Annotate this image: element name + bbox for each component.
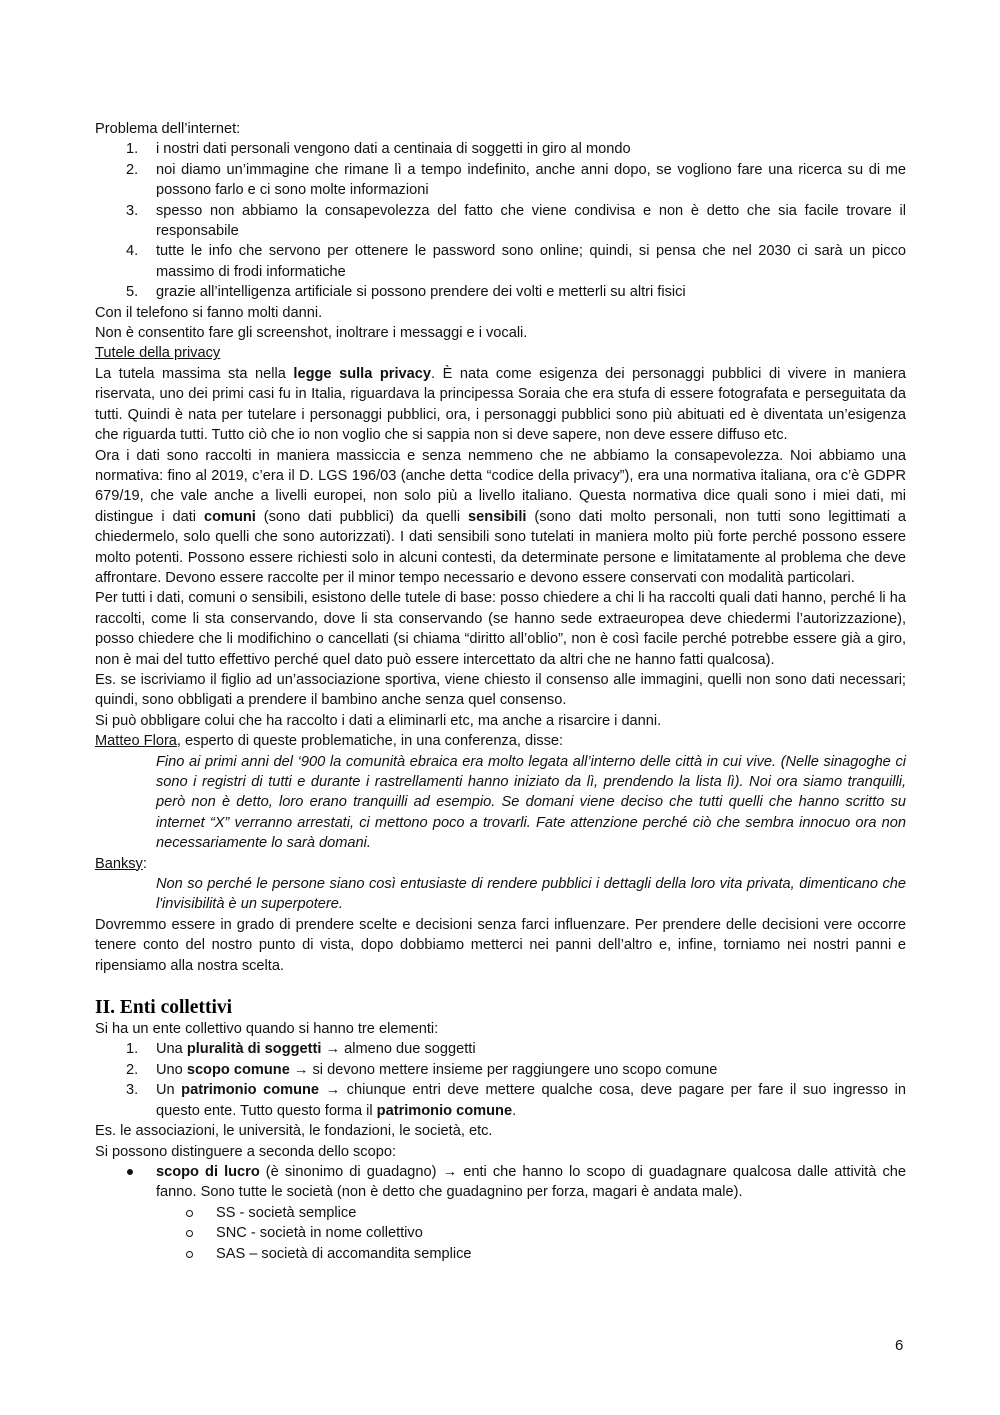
privacy-paragraph-1 <box>95 364 906 446</box>
bold-term: legge sulla privacy <box>293 365 432 382</box>
flora-intro <box>95 731 906 751</box>
enti-elements-list <box>95 1039 906 1121</box>
text-run: Ora i dati sono raccolti in maniera massiccia e senza nemmeno che ne abbiamo la consapevolezza. Noi abbiamo una normativa: fino al 2019, c’era il D. LGS 196/03 (anche detta “codice della privacy”), era una normativa italiana, ora c’è GDPR 679/19, che vale anche a livelli europei, non solo più a livello italiano. Questa normativa dice quali sono i miei dati, mi distingue i dati <box>95 447 906 525</box>
closing-paragraph: Dovremmo essere in grado di prendere scelte e decisioni senza farci influenzare. Per prendere delle decisioni vere occorre tenere conto del nostro punto di vista, dopo dobbiamo metterci nei panni dell’altro e, infine, torniamo nei nostri panni e ripensiamo alla nostra scelta. <box>95 916 906 974</box>
bold-term: patrimonio comune <box>181 1082 320 1099</box>
list-number: 1. <box>126 1041 139 1058</box>
text-run: La tutela massima sta nella <box>95 365 294 382</box>
bold-term: scopo comune <box>186 1061 290 1078</box>
text-run: → si devono mettere insieme per raggiungere uno scopo comune <box>289 1061 718 1078</box>
list-item-text: i nostri dati personali vengono dati a centinaia di soggetti in giro al mondo <box>156 141 631 158</box>
text-run: . <box>512 1102 517 1119</box>
enti-intro: Si ha un ente collettivo quando si hanno tre elementi: <box>95 1021 439 1038</box>
privacy-paragraph-3: Per tutti i dati, comuni o sensibili, esistono delle tutele di base: posso chiedere a chi li ha raccolti quali dati hanno, perché li ha raccolti, come li sta conservando, dove li sta conservando (se hanno sede extraeuropea deve chiedermi l’autorizzazione), posso chiedere che li modifichino o cancellati (si chiama “diritto all’oblio”, non è così facile perché potrebbe essere già a giro, non è mai del tutto effettivo perché quel dato può essere intercettato da altri che ne hanno fatti qualcosa). <box>95 590 906 668</box>
text-run: Una <box>156 1041 187 1058</box>
bold-term: scopo di lucro <box>156 1163 260 1180</box>
list-number: 4. <box>126 243 139 260</box>
bold-term: patrimonio comune <box>376 1102 513 1119</box>
author-name: Banksy <box>95 855 143 872</box>
author-name: Matteo Flora <box>95 733 177 750</box>
text-run: Uno <box>156 1061 187 1078</box>
list-item <box>95 1203 906 1223</box>
list-number: 3. <box>126 202 139 219</box>
list-item <box>95 1244 906 1264</box>
enti-examples: Es. le associazioni, le università, le fondazioni, le società, etc. <box>95 1123 493 1140</box>
list-number: 2. <box>126 161 139 178</box>
list-item <box>95 1162 906 1203</box>
list-item <box>95 139 906 159</box>
bold-term: pluralità di soggetti <box>186 1041 322 1058</box>
privacy-paragraph-2 <box>95 446 906 589</box>
document-page <box>95 119 906 1264</box>
list-number: 5. <box>126 284 139 301</box>
list-item-text: noi diamo un’immagine che rimane lì a tempo indefinito, anche anni dopo, se vogliono fare una ricerca su di me possono farlo e ci sono molte informazioni <box>156 161 906 199</box>
list-item-text: SAS – società di accomandita semplice <box>216 1245 472 1262</box>
list-item <box>95 201 906 242</box>
circle-bullet-icon <box>186 1251 193 1258</box>
list-item <box>95 241 906 282</box>
circle-bullet-icon <box>186 1210 193 1217</box>
privacy-section-title: Tutele della privacy <box>95 345 221 362</box>
text-run: Un <box>156 1082 182 1099</box>
bold-term: comuni <box>203 508 256 525</box>
list-item <box>95 1060 906 1080</box>
list-number: 3. <box>126 1082 139 1099</box>
list-item <box>95 1039 906 1059</box>
bold-term: sensibili <box>468 508 527 525</box>
text-run: (è sinonimo di guadagno) → enti che hanno lo scopo di guadagnare qualcosa dalle attività che fanno. Sono tutte le società (non è detto che guadagnino per forza, magari è andata male). <box>156 1163 906 1201</box>
banksy-quote: Non so perché le persone siano così entusiaste di rendere pubblici i dettagli della loro vita privata, dimenticano che l'invisibilità è un superpotere. <box>156 876 906 913</box>
screenshot-rule-line: Non è consentito fare gli screenshot, inoltrare i messaggi e i vocali. <box>95 325 528 342</box>
scope-list <box>95 1162 906 1203</box>
text-run: , esperto di queste problematiche, in una conferenza, disse: <box>176 733 564 750</box>
list-item <box>95 160 906 201</box>
text-run: : <box>142 855 147 872</box>
list-item-text: grazie all’intelligenza artificiale si possono prendere dei volti e metterli su altri fisici <box>156 284 686 301</box>
text-run: (sono dati molto personali, non tutti sono legittimati a chiedermelo, solo quelli che sono autorizzati). I dati sensibili sono tutelati in maniera molto più forte perché possono essere molto potenti. Possono essere richiesti solo in alcuni contesti, da determinate persone e limitatamente al problema che deve affrontare. Devono essere raccolte per il minor tempo necessario e devono essere conservati con modalità particolari. <box>95 508 906 586</box>
list-item <box>95 282 906 302</box>
text-run: → chiunque entri deve mettere qualche cosa, deve pagare per fare il suo ingresso in questo ente. Tutto questo forma il <box>156 1082 906 1119</box>
enti-collettivi-heading: II. Enti collettivi <box>95 997 233 1019</box>
list-item-text: spesso non abbiamo la consapevolezza del fatto che viene condivisa e non è detto che sia facile trovare il responsabile <box>156 202 906 240</box>
company-types-list <box>95 1203 906 1264</box>
list-item-text: SS - società semplice <box>216 1204 357 1221</box>
text-run: . È nata come esigenza dei personaggi pubblici di vivere in maniera riservata, uno dei primi casi fu in Italia, riguardava la principessa Soraia che era stufa di essere fotografata e perseguitata da tutti. Quindi è nata per tutelare i personaggi pubblici, ora, i personaggi pubblici sono più abituati ed è diventata un’esigenza che riguarda tutti. Tutto ciò che io non voglio che si sappia non si deve sapere, non deve essere diffuso etc. <box>95 365 906 444</box>
page-number: 6 <box>895 1337 904 1354</box>
privacy-paragraph-4: Es. se iscriviamo il figlio ad un’associazione sportiva, viene chiesto il consenso alle immagini, quelli non sono dati necessari; quindi, sono obbligati a prendere il bambino anche senza quel consenso. <box>95 671 906 709</box>
text-run: (sono dati pubblici) da quelli <box>255 508 469 525</box>
circle-bullet-icon <box>186 1230 193 1237</box>
text-run: → almeno due soggetti <box>321 1041 476 1058</box>
banksy-intro <box>95 854 906 874</box>
bullet-icon <box>127 1169 133 1175</box>
privacy-paragraph-5: Si può obbligare colui che ha raccolto i dati a eliminarli etc, ma anche a risarcire i danni. <box>95 712 662 729</box>
list-item-text: SNC - società in nome collettivo <box>216 1225 423 1242</box>
list-number: 1. <box>126 141 139 158</box>
internet-problem-list <box>95 139 906 302</box>
flora-quote: Fino ai primi anni del ‘900 la comunità ebraica era molto legata all’interno delle città in cui vive. (Nelle sinagoghe ci sono i registri di tutti e durante i rastrellamenti hanno iniziato da lì, prendendo la lista lì). Noi ora siamo tranquilli, però non è detto, loro erano tranquilli ad esempio. Se domani viene deciso che tutti quelli che hanno scritto su internet “X” verranno arrestati, ci mettono poco a trovarli. Fate attenzione perché ciò che sembra innocuo ora non necessariamente lo sarà domani. <box>156 753 906 852</box>
list-number: 2. <box>126 1061 139 1078</box>
list-item-text: tutte le info che servono per ottenere le password sono online; quindi, si pensa che nel 2030 ci sarà un picco massimo di frodi informatiche <box>156 243 906 280</box>
internet-problem-heading: Problema dell’internet: <box>95 121 241 137</box>
phone-damage-line: Con il telefono si fanno molti danni. <box>95 304 323 321</box>
list-item <box>95 1080 906 1121</box>
enti-distinguish: Si possono distinguere a seconda dello scopo: <box>95 1143 396 1160</box>
list-item <box>95 1223 906 1243</box>
